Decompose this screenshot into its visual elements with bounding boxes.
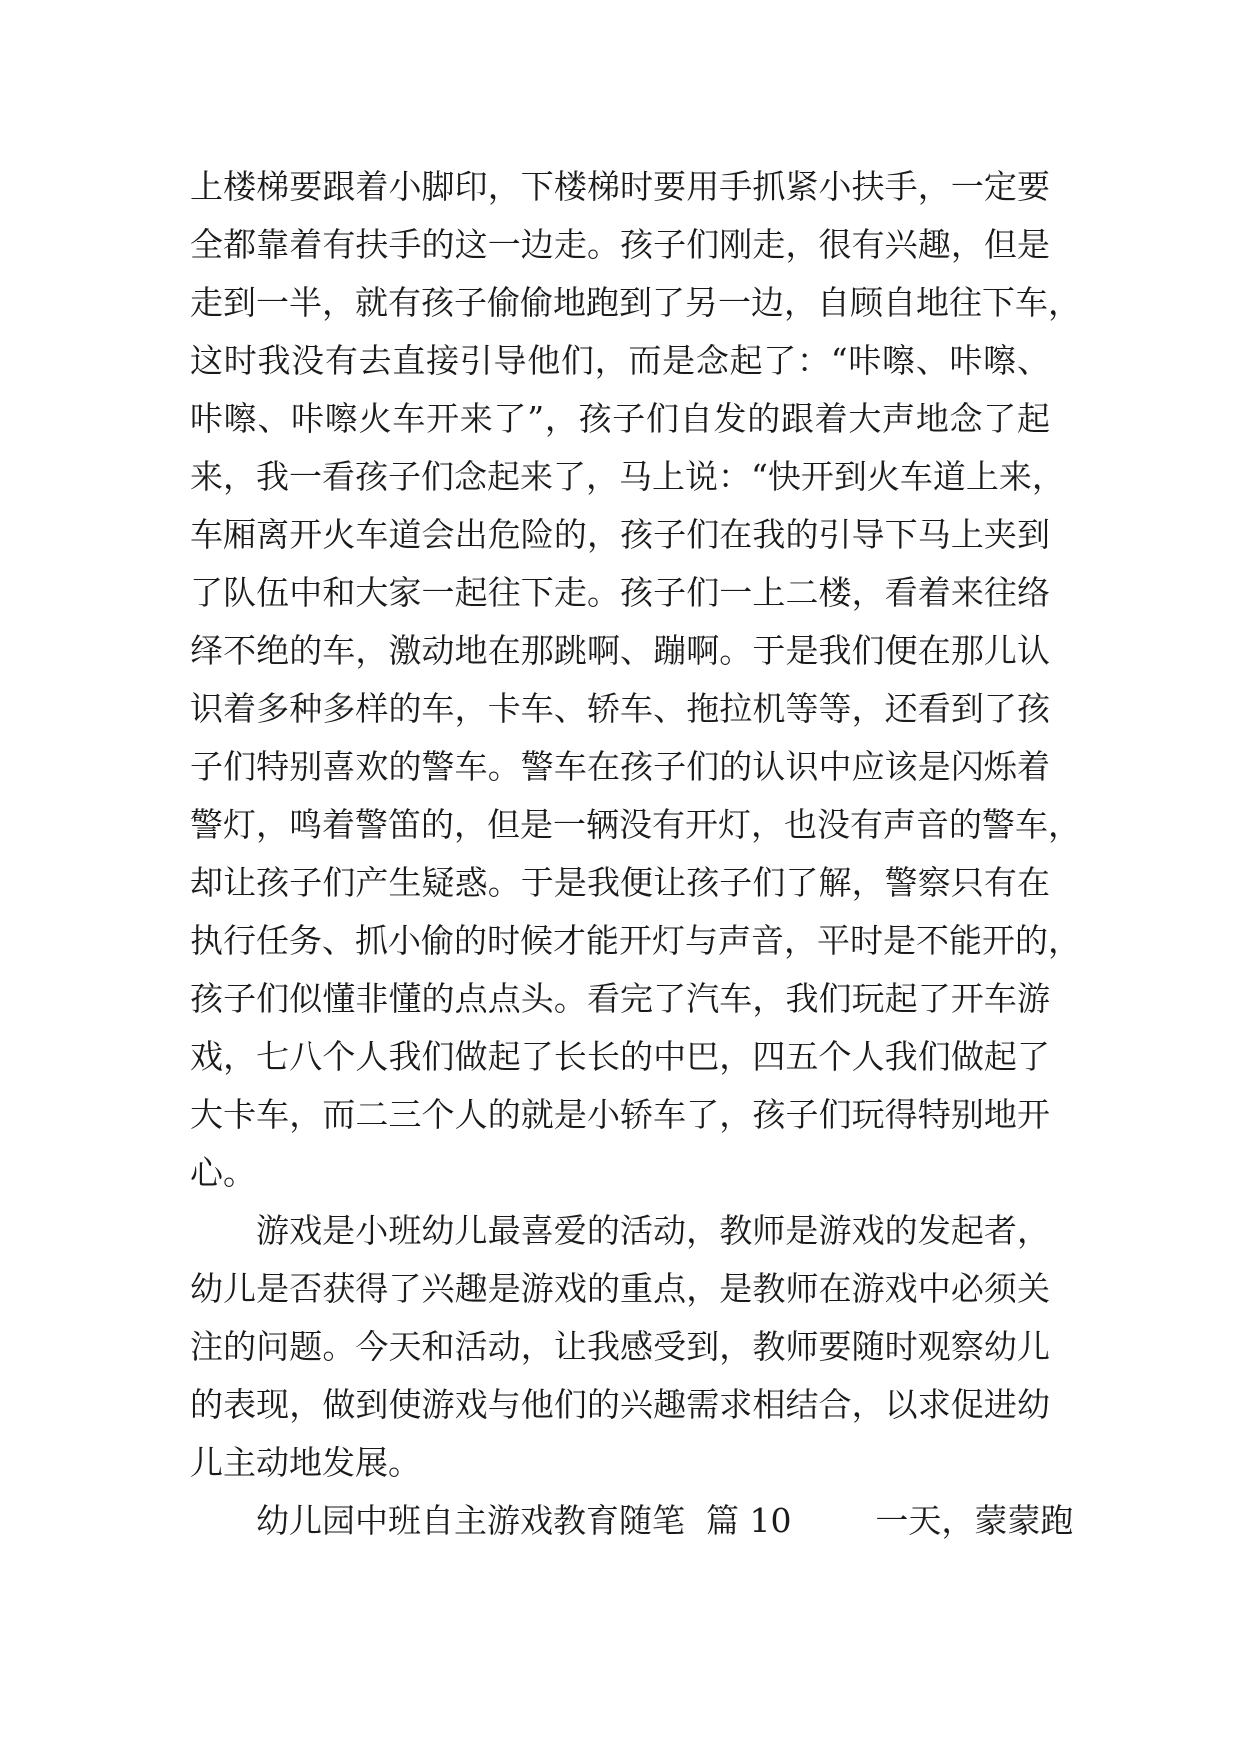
paragraph-1: [190, 158, 1081, 1202]
text-line: 心。: [190, 1153, 256, 1192]
text-line: 大卡车，而二三个人的就是小轿车了，孩子们玩得特别地开: [190, 1095, 1050, 1134]
text-line: 戏，七八个人我们做起了长长的中巴，四五个人我们做起了: [190, 1037, 1050, 1076]
text-line: 却让孩子们产生疑惑。于是我便让孩子们了解，警察只有在: [190, 863, 1050, 902]
text-line: 游戏是小班幼儿最喜爱的活动，教师是游戏的发起者，: [256, 1211, 1050, 1250]
paragraph-2: [190, 1202, 1050, 1492]
text-line: 车厢离开火车道会出危险的，孩子们在我的引导下马上夹到: [190, 515, 1050, 554]
text-line: 儿主动地发展。: [190, 1443, 421, 1482]
text-line: 了队伍中和大家一起往下走。孩子们一上二楼，看着来往络: [190, 573, 1050, 612]
body-text: [190, 158, 1081, 1550]
text-line: 这时我没有去直接引导他们，而是念起了：“咔嚓、咔嚓、: [190, 341, 1050, 380]
text-line: 执行任务、抓小偷的时候才能开灯与声音，平时是不能开的，: [190, 921, 1081, 960]
text-line: 来，我一看孩子们念起来了，马上说：“快开到火车道上来，: [190, 457, 1065, 496]
text-line: 警灯，鸣着警笛的，但是一辆没有开灯，也没有声音的警车，: [190, 805, 1081, 844]
text-line: 上楼梯要跟着小脚印，下楼梯时要用手抓紧小扶手，一定要: [190, 167, 1050, 206]
text-line: 注的问题。今天和活动，让我感受到，教师要随时观察幼儿: [190, 1327, 1050, 1366]
text-line: 的表现，做到使游戏与他们的兴趣需求相结合，以求促进幼: [190, 1385, 1050, 1424]
paragraph-3: [190, 1492, 1074, 1550]
text-line: 幼儿是否获得了兴趣是游戏的重点，是教师在游戏中必须关: [190, 1269, 1050, 1308]
text-line: 幼儿园中班自主游戏教育随笔 篇 10 一天，蒙蒙跑: [256, 1501, 1074, 1540]
text-line: 走到一半，就有孩子偷偷地跑到了另一边，自顾自地往下车，: [190, 283, 1081, 322]
text-line: 绎不绝的车，激动地在那跳啊、蹦啊。于是我们便在那儿认: [190, 631, 1050, 670]
text-line: 咔嚓、咔嚓火车开来了”，孩子们自发的跟着大声地念了起: [190, 399, 1050, 438]
text-line: 孩子们似懂非懂的点点头。看完了汽车，我们玩起了开车游: [190, 979, 1050, 1018]
text-line: 子们特别喜欢的警车。警车在孩子们的认识中应该是闪烁着: [190, 747, 1050, 786]
text-line: 全都靠着有扶手的这一边走。孩子们刚走，很有兴趣，但是: [190, 225, 1050, 264]
text-line: 识着多种多样的车，卡车、轿车、拖拉机等等，还看到了孩: [190, 689, 1050, 728]
